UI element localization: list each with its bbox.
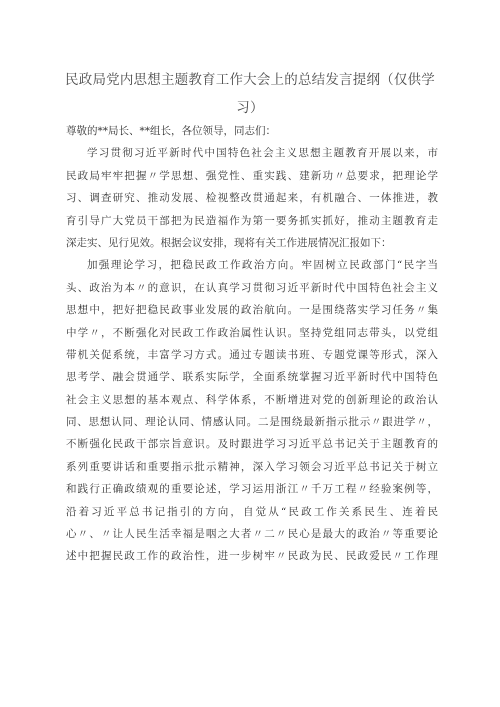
body-line: 思想中，把好把稳民政事业发展的政治航向。一是围绕落实学习任务〃集 bbox=[66, 304, 438, 317]
body-line: 加强理论学习，把稳民政工作政治方向。牢固树立民政部门“民字当 bbox=[87, 259, 438, 272]
title-line-1: 民政局党内思想主题教育工作大会上的总结发言提纲（仅供学 bbox=[65, 72, 435, 88]
body-line: 沿着习近平总书记指引的方向，自觉从“民政工作关系民生、连着民 bbox=[66, 505, 438, 518]
body-line: 述中把握民政工作的政治性，进一步树牢〃民政为民、民政爱民〃工作理 bbox=[66, 550, 438, 563]
body-line: 和践行正确政绩观的重要论述，学习运用浙江〃千万工程〃经验案例等， bbox=[66, 483, 438, 496]
salutation: 尊敬的**局长、**组长，各位领导，同志们： bbox=[66, 125, 276, 137]
body-line: 社会主义思想的基本观点、科学体系，不断增进对党的创新理论的政治认 bbox=[66, 393, 438, 406]
body-line: 带机关促系统，丰富学习方式。通过专题读书班、专题党课等形式，深入 bbox=[66, 348, 438, 361]
body-line: 同、思想认同、理论认同、情感认同。二是围绕最新指示批示〃跟进学〃， bbox=[66, 416, 438, 429]
body-line: 不断强化民政干部宗旨意识。及时跟进学习习近平总书记关于主题教育的 bbox=[66, 438, 438, 451]
body-line: 深走实、见行见效。根据会议安排，现将有关工作进展情况汇报如下： bbox=[66, 236, 392, 249]
body-line: 思考学、融会贯通学、联系实际学，全面系统掌握习近平新时代中国特色 bbox=[66, 371, 438, 384]
body-line: 头、政治为本〃的意识，在认真学习贯彻习近平新时代中国特色社会主义 bbox=[66, 281, 438, 294]
body-line: 中学〃，不断强化对民政工作政治属性认识。坚持党组同志带头，以党组 bbox=[66, 326, 438, 339]
body-line: 心〃、〃让人民生活幸福是咽之大者〃二〃民心是最大的政治〃等重要论 bbox=[66, 528, 438, 541]
body-line: 育引导广大党员干部把为民造福作为第一要务抓实抓好，推动主题教育走 bbox=[66, 214, 438, 227]
body-line: 学习贯彻习近平新时代中国特色社会主义思想主题教育开展以来，市 bbox=[87, 147, 438, 160]
body-line: 系列重要讲话和重要指示批示精神，深入学习领会习近平总书记关于树立 bbox=[66, 460, 438, 473]
body-line: 习、调查研究、推动发展、检视整改贯通起来，有机融合、一体推进，教 bbox=[66, 192, 438, 205]
document-title bbox=[40, 66, 460, 122]
document-body bbox=[66, 120, 438, 568]
body-line: 民政局牢牢把握〃学思想、强党性、重实践、建新功〃总要求，把理论学 bbox=[66, 169, 438, 182]
title-line-2: 习） bbox=[236, 100, 264, 116]
